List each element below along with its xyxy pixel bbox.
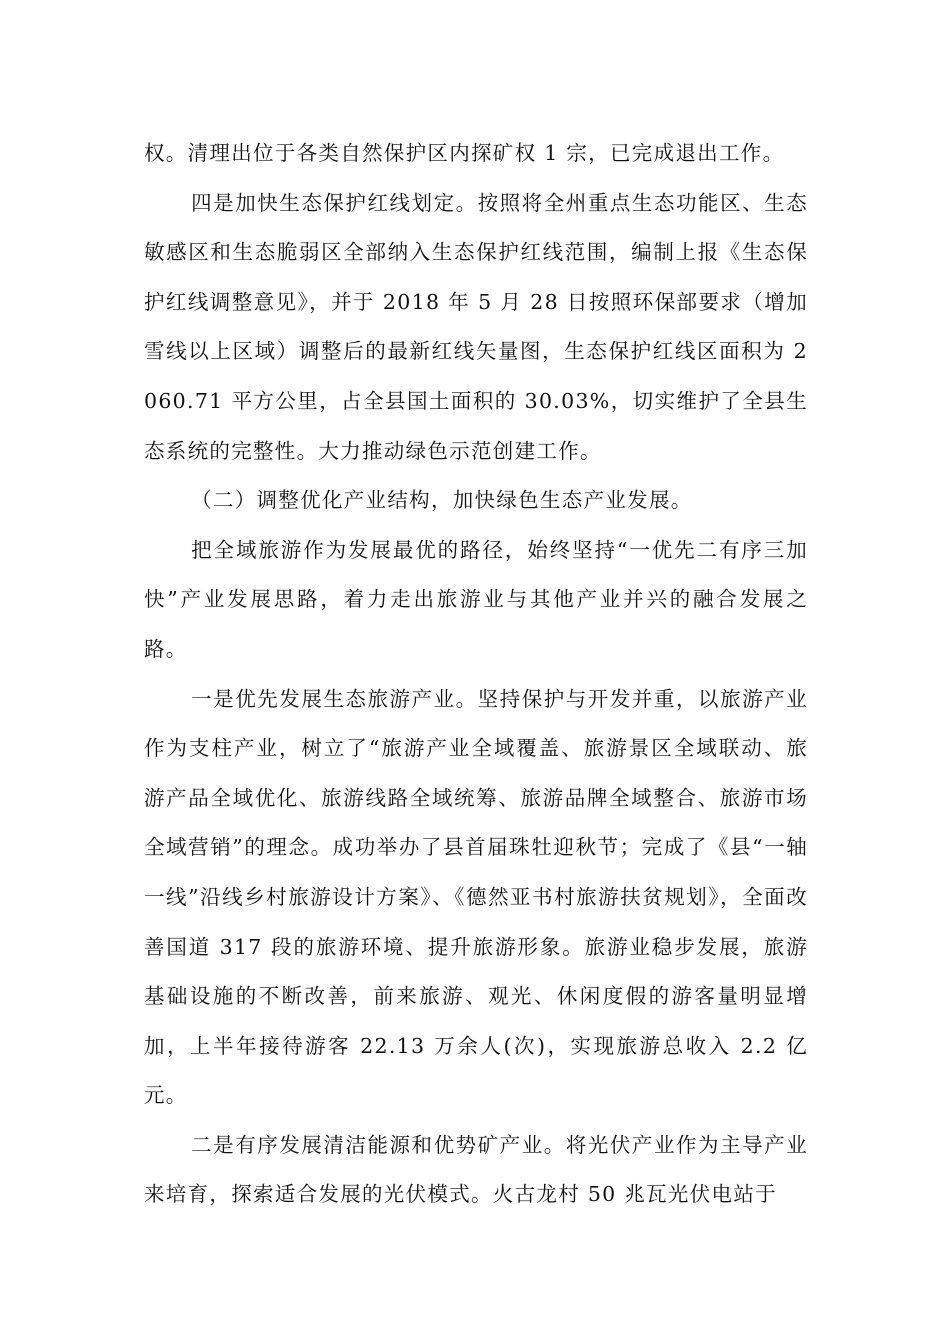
section-heading-industry-structure: （二）调整优化产业结构，加快绿色生态产业发展。 (191, 488, 693, 513)
paragraph-ecological-redline: 四是加快生态保护红线划定。按照将全州重点生态功能区、生态敏感区和生态脆弱区全部纳入生态保护红线范围，编制上报《生态保护红线调整意见》，并于 2018 年 5 月 28 日按照环保部要求（增加雪线以上区域）调整后的最新红线矢量图，生态保护红线区面积为 2060.71 平方公里，占全县国土面积的 30.03%，切实维护了全县生态系统的完整性。大力推动绿色示范创建工作。 (144, 190, 808, 463)
paragraph-eco-tourism: 一是优先发展生态旅游产业。坚持保护与开发并重，以旅游产业作为支柱产业，树立了“旅游产业全域覆盖、旅游景区全域联动、旅游产品全域优化、旅游线路全域统筹、旅游品牌全域整合、旅游市场全域营销”的理念。成功举办了县首届珠牡迎秋节；完成了《县“一轴一线”沿线乡村旅游设计方案》、《德然亚书村旅游扶贫规划》，全面改善国道 317 段的旅游环境、提升旅游形象。旅游业稳步发展，旅游基础设施的不断改善，前来旅游、观光、休闲度假的游客量明显增加，上半年接待游客 22.13 万余人(次)，实现旅游总收入 2.2 亿元。 (144, 686, 808, 1108)
paragraph-tourism-path: 把全域旅游作为发展最优的路径，始终坚持“一优先二有序三加快”产业发展思路，着力走出旅游业与其他产业并兴的融合发展之路。 (144, 537, 808, 661)
paragraph-continuation: 权。清理出位于各类自然保护区内探矿权 1 宗，已完成退出工作。 (144, 141, 785, 165)
paragraph-clean-energy: 二是有序发展清洁能源和优势矿产业。将光伏产业作为主导产业来培育，探索适合发展的光伏模式。火古龙村 50 兆瓦光伏电站于 (144, 1132, 808, 1207)
document-body (144, 129, 808, 1220)
